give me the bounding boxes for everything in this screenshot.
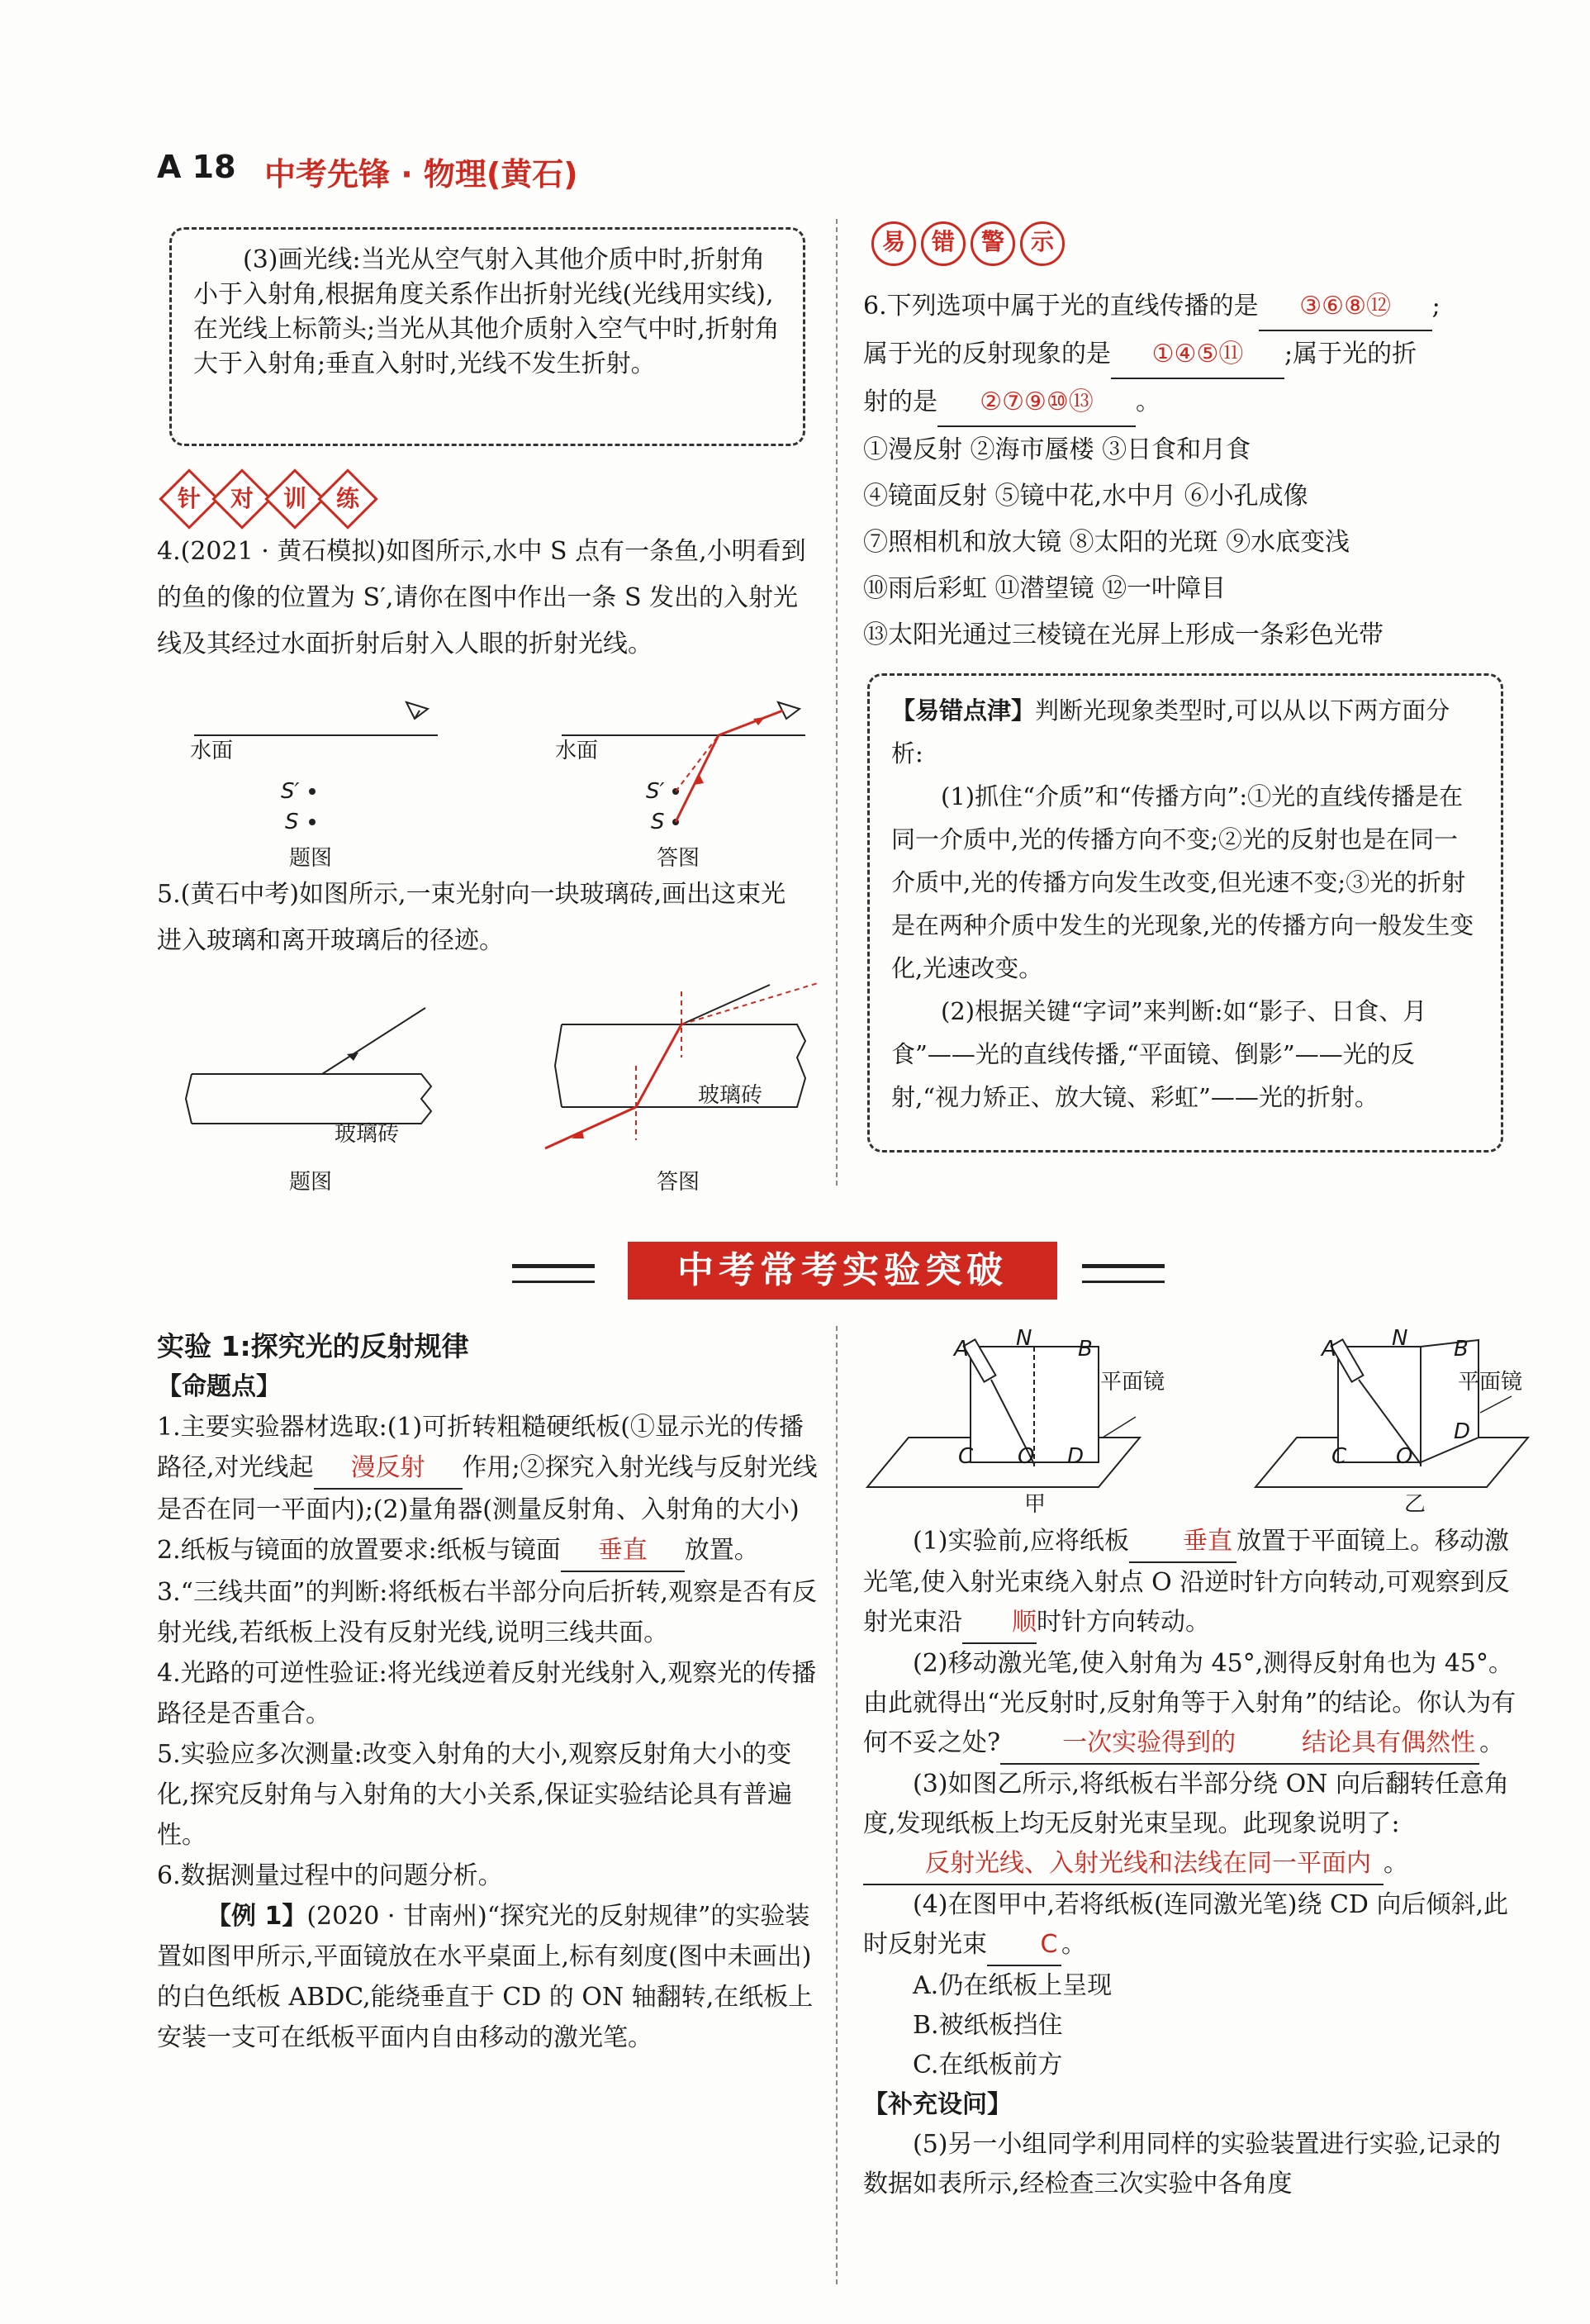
answer-blank: 反射光线、入射光线和法线在同一平面内	[863, 1844, 1384, 1885]
answer-blank: 垂直	[1129, 1522, 1236, 1563]
option-c: C.在纸板前方	[913, 2051, 1063, 2079]
answer-blank: ②⑦⑨⑩⑬	[937, 379, 1136, 427]
tip-text: (3)画光线:当光从空气射入其他介质中时,折射角小于入射角,根据角度关系作出折射光线(光线用实线),在光线上标箭头;当光从其他介质射入空气中时,折射角大于入射角;垂直入射时,光线不发生折射。	[193, 245, 780, 378]
training-heading	[161, 471, 409, 520]
glass-label: 玻璃砖	[335, 1122, 400, 1147]
answer-blank: 漫反射	[314, 1447, 463, 1490]
error-note-head: 【易错点津】	[891, 696, 1036, 725]
experiment-title: 实验 1:探究光的反射规律	[157, 1330, 469, 1362]
supplement-head: 【补充设问】	[863, 2090, 1012, 2119]
caption-question: 题图	[289, 846, 333, 871]
option-line: ①漫反射 ②海市蜃楼 ③日食和月食	[863, 435, 1251, 464]
answer-blank: 一次实验得到的	[1000, 1723, 1248, 1765]
warning-char: 易	[871, 221, 916, 266]
q5-figures	[182, 975, 826, 1173]
label-n: N	[1016, 1326, 1032, 1351]
answer-blank: 垂直	[561, 1530, 685, 1572]
option-line: ⑩雨后彩虹 ⑪潜望镜 ⑫一叶障目	[863, 574, 1227, 603]
s-label: S	[285, 810, 299, 834]
option-b: B.被纸板挡住	[913, 2011, 1063, 2040]
training-char: 对	[230, 485, 254, 512]
water-label-answer: 水面	[555, 739, 599, 763]
warning-char: 错	[921, 221, 966, 266]
label-b: B	[1078, 1337, 1093, 1362]
option-line: ④镜面反射 ⑤镜中花,水中月 ⑥小孔成像	[863, 482, 1308, 511]
column-divider	[836, 219, 838, 1186]
caption-yi: 乙	[1404, 1492, 1426, 1517]
answer-blank: 顺	[962, 1603, 1037, 1644]
q4-figures	[157, 686, 818, 876]
caption-answer-5: 答图	[657, 1170, 700, 1195]
label-a: A	[954, 1337, 969, 1362]
light-ray	[322, 1008, 425, 1074]
tip-box	[169, 227, 805, 446]
error-note-box: 【易错点津】判断光现象类型时,可以从以下两方面分析: (1)抓住“介质”和“传播方向”:①光的直线传播是在同一介质中,光的传播方向不变;②光的反射也是在同一介质中,光的传播方向发生改变,但光速不变;③光的折射是在两种介质中发生的光现象,光的传播方向一般发生变化,光速改变。 (2)根据关键“字词”来判断:如“影子、日食、月食”——光的直线传播,“平面镜、倒影”——光的反射,“视力矫正、放大镜、彩虹”——光的折射。	[867, 673, 1503, 1152]
question-6: 6.下列选项中属于光的直线传播的是 ③⑥⑧⑫ ; 属于光的反射现象的是 ①④⑤⑪ ;属于光的折 射的是 ②⑦⑨⑩⑬ 。 ①漫反射 ②海市蜃楼 ③日食和月食 ④镜面反射 ⑤镜中花,水中月 ⑥小孔成像 ⑦照相机和放大镜 ⑧太阳的光斑 ⑨水底变浅 ⑩雨后彩虹 ⑪潜望镜 ⑫一叶障目 ⑬太阳光通过三棱镜在光屏上形成一条彩色光带	[863, 283, 1524, 658]
answer-blank: ③⑥⑧⑫	[1259, 283, 1432, 331]
page-number: A 18	[157, 149, 236, 185]
experiment-right: (1)实验前,应将纸板 垂直 放置于平面镜上。移动激光笔,使入射光束绕入射点 O 沿逆时针方向转动,可观察到反射光束沿 顺时针方向转动。 (2)移动激光笔,使入射角为 45°,测得反射角也为 45°。由此就得出“光反射时,反射角等于入射角”的结论。你认为有何不妥之处? 一次实验得到的 结论具有偶然性 。 (3)如图乙所示,将纸板右半部分绕 ON 向后翻转任意角度,发现纸板上均无反射光束呈现。此现象说明了:反射光线、入射光线和法线在同一平面内 。 (4)在图甲中,若将纸板(连同激光笔)绕 CD 向后倾斜,此时反射光束 C 。 A.仍在纸板上呈现 B.被纸板挡住 C.在纸板前方 【补充设问】 (5)另一小组同学利用同样的实验装置进行实验,记录的数据如表所示,经检查三次实验中各角度	[863, 1522, 1524, 2204]
s-label-answer: S	[651, 810, 665, 834]
s-prime-label-answer: S′	[646, 779, 665, 804]
option-a: A.仍在纸板上呈现	[913, 1971, 1113, 2000]
eye-icon	[406, 702, 428, 719]
label-o: O	[1018, 1444, 1035, 1469]
water-label: 水面	[190, 739, 234, 763]
points-head: 【命题点】	[157, 1372, 281, 1401]
glass-block-answer	[562, 1024, 805, 1107]
question-5: 5.(黄石中考)如图所示,一束光射向一块玻璃砖,画出这束光进入玻璃和离开玻璃后的径迹。	[157, 880, 786, 955]
training-char: 练	[335, 485, 359, 512]
warning-char: 警	[971, 221, 1015, 266]
refracted-path	[636, 1024, 681, 1107]
caption-answer: 答图	[657, 846, 700, 871]
training-char: 针	[177, 485, 201, 512]
banner-rule-left	[512, 1264, 595, 1268]
option-line: ⑬太阳光通过三棱镜在光屏上形成一条彩色光带	[863, 620, 1384, 649]
refracted-ray	[719, 711, 783, 735]
answer-blank: 结论具有偶然性	[1248, 1723, 1479, 1765]
section-banner: 中考常考实验突破	[628, 1242, 1057, 1300]
s-prime-label: S′	[281, 779, 300, 804]
label-d: D	[1067, 1444, 1085, 1469]
option-line: ⑦照相机和放大镜 ⑧太阳的光斑 ⑨水底变浅	[863, 528, 1350, 557]
glass-block	[192, 1074, 431, 1124]
error-note-p2: (2)根据关键“字词”来判断:如“影子、日食、月食”——光的直线传播,“平面镜、倒影”——光的反射,“视力矫正、放大镜、彩虹”——光的折射。	[891, 997, 1427, 1111]
banner-rule-right	[1082, 1264, 1165, 1268]
mirror-label: 平面镜	[1100, 1370, 1165, 1395]
caption-jia: 甲	[1024, 1492, 1047, 1517]
warning-char: 示	[1020, 221, 1065, 266]
training-char: 训	[282, 485, 306, 512]
question-4: 4.(2021 · 黄石模拟)如图所示,水中 S 点有一条鱼,小明看到的鱼的像的位置为 S′,请你在图中作出一条 S 发出的入射光线及其经过水面折射后射入人眼的折射光线。	[157, 537, 806, 658]
glass-label-answer: 玻璃砖	[698, 1083, 763, 1108]
caption-question-5: 题图	[289, 1170, 333, 1195]
s-prime-point	[309, 788, 316, 795]
answer-blank: ①④⑤⑪	[1111, 331, 1284, 379]
warning-heading	[871, 221, 1070, 266]
label-c: C	[958, 1444, 974, 1469]
experiment-left: 实验 1:探究光的反射规律 【命题点】 1.主要实验器材选取:(1)可折转粗糙硬纸板(①显示光的传播路径,对光线起 漫反射 作用;②探究入射光线与反射光线是否在同一平面内);(2)量角器(测量反射角、入射角的大小) 2.纸板与镜面的放置要求:纸板与镜面 垂直 放置。 3.“三线共面”的判断:将纸板右半部分向后折转,观察是否有反射光线,若纸板上没有反射光线,说明三线共面。 4.光路的可逆性验证:将光线逆着反射光线射入,观察光的传播路径是否重合。 5.实验应多次测量:改变入射角的大小,观察反射角大小的变化,探究反射角与入射角的大小关系,保证实验结论具有普遍性。 6.数据测量过程中的问题分析。 【例 1】(2020 · 甘南州)“探究光的反射规律”的实验装置如图甲所示,平面镜放在水平桌面上,标有刻度(图中未画出)的白色纸板 ABDC,能绕垂直于 CD 的 ON 轴翻转,在纸板上安装一支可在纸板平面内自由移动的激光笔。	[157, 1326, 818, 2058]
answer-blank: C	[987, 1925, 1061, 1966]
book-title: 中考先锋 · 物理(黄石)	[264, 156, 578, 192]
s-point	[309, 819, 316, 825]
error-note-p1: (1)抓住“介质”和“传播方向”:①光的直线传播是在同一介质中,光的传播方向不变;②光的反射也是在同一介质中,光的传播方向发生改变,但光速不变;③光的折射是在两种介质中发生的光现象,光的传播方向一般发生变化,光速改变。	[891, 782, 1474, 982]
exit-ray	[545, 1107, 636, 1148]
